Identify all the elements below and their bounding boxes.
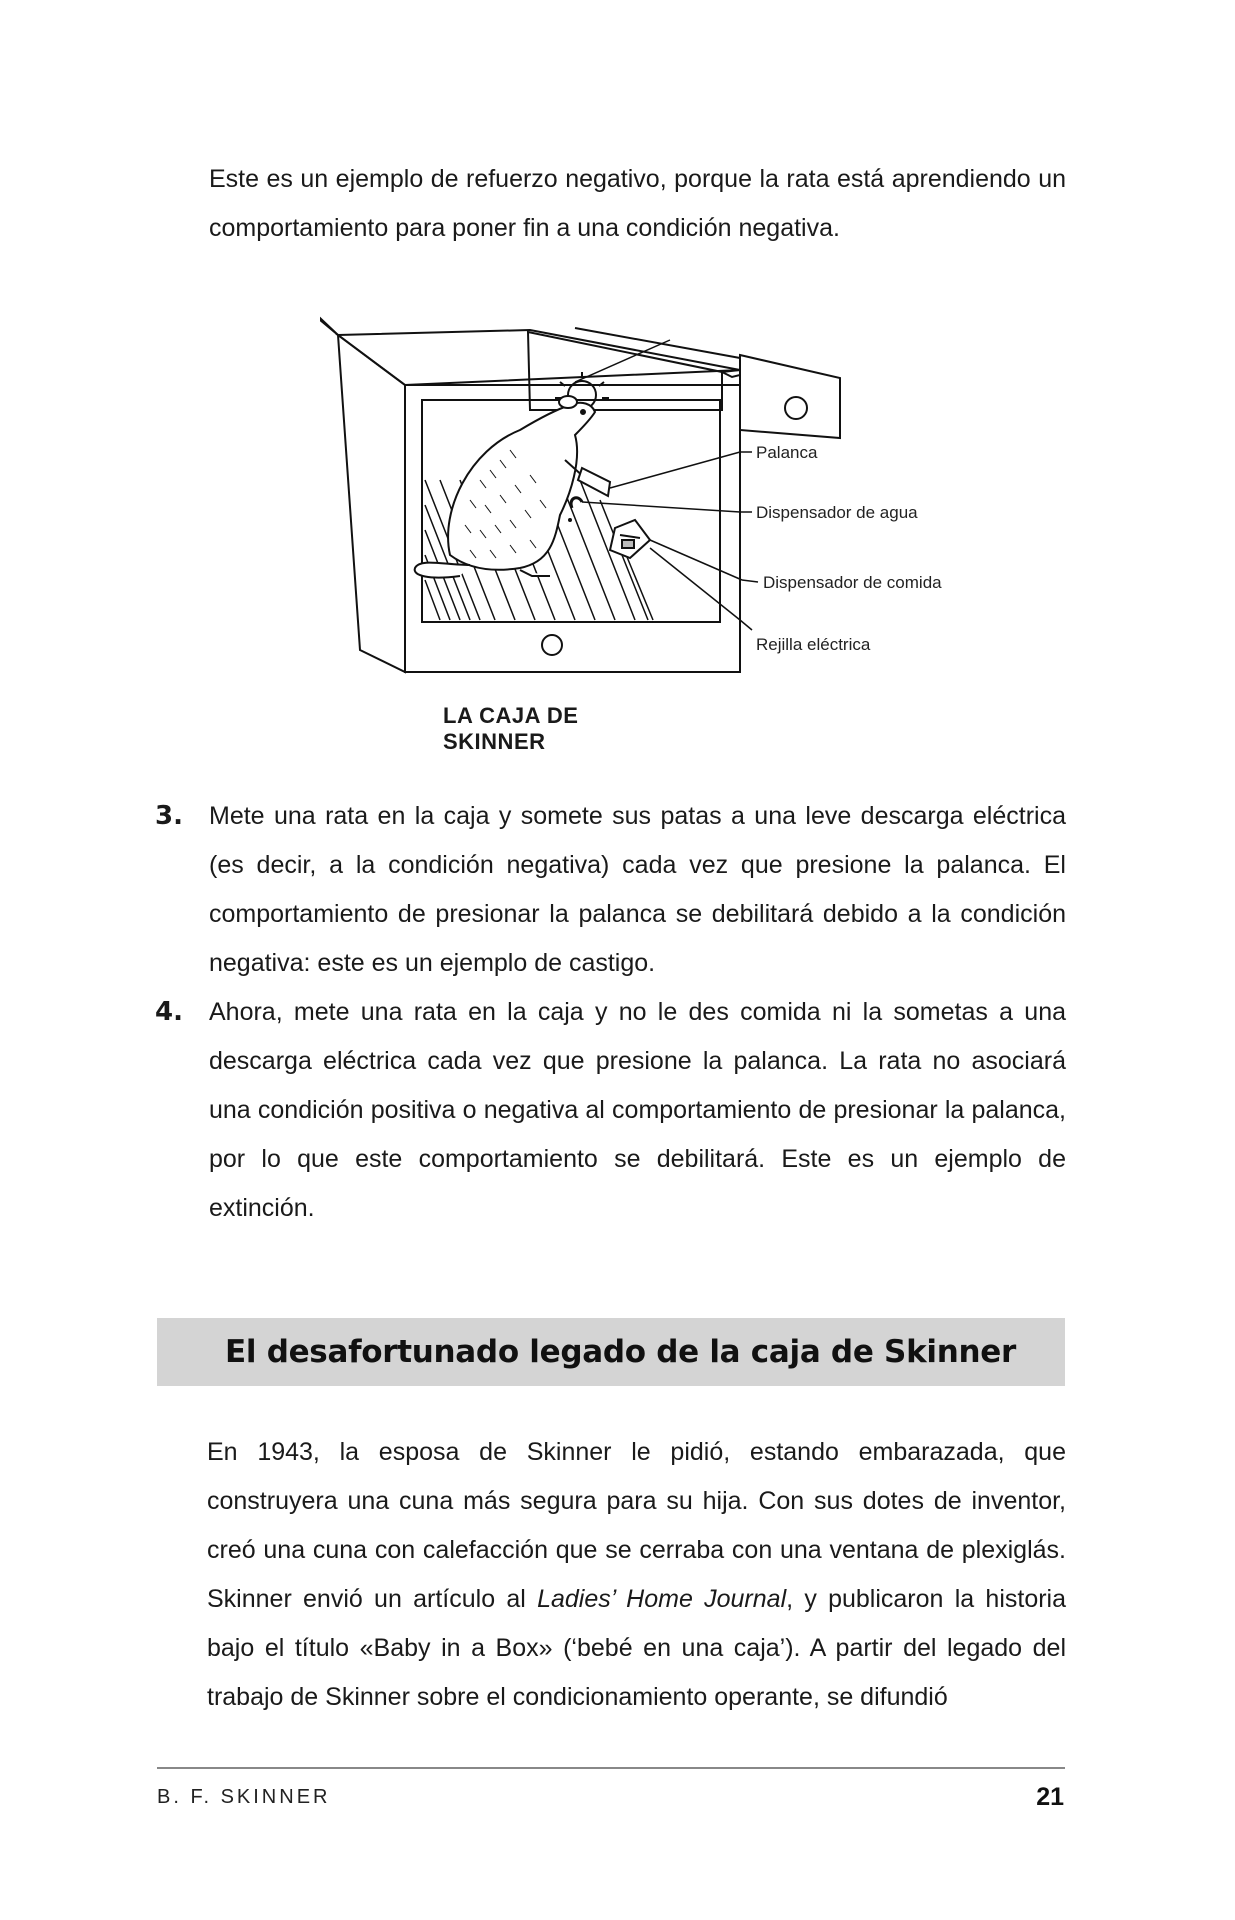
label-lever: Palanca <box>756 443 818 462</box>
body-text-part1: En 1943, la esposa de Skinner le pidió, estando embarazada, que construyera una cuna más segura para su hija. Con sus dotes de inventor, creó una cuna con calefacción que se cerraba con una ventana de plexiglás. Skinner envió un artículo al <box>207 1438 1066 1613</box>
body-paragraph <box>207 1428 1066 1722</box>
list-number: 3. <box>155 801 183 831</box>
water-spout <box>571 498 582 508</box>
lever-shape <box>578 468 610 496</box>
intro-paragraph: Este es un ejemplo de refuerzo negativo, porque la rata está aprendiendo un comportamiento para poner fin a una condición negativa. <box>209 165 1066 242</box>
list-text: Mete una rata en la caja y somete sus patas a una leve descarga eléctrica (es decir, a la condición negativa) cada vez que presione la palanca. El comportamiento de presionar la palanca se debilitará debido a la condición negativa: este es un ejemplo de castigo. <box>209 802 1066 977</box>
label-food-dispenser: Dispensador de comida <box>763 573 942 592</box>
footer-divider <box>157 1767 1065 1769</box>
journal-title: Ladies’ Home Journal <box>537 1585 787 1613</box>
box-drawing <box>320 318 840 672</box>
section-title: El desafortunado legado de la caja de Skinner <box>225 1334 1016 1370</box>
running-footer-author: B. F. SKINNER <box>157 1786 331 1808</box>
food-dispenser <box>610 520 650 558</box>
label-water-dispenser: Dispensador de agua <box>756 503 918 522</box>
page-number: 21 <box>1036 1783 1064 1811</box>
list-item <box>155 792 1066 988</box>
label-electric-grid: Rejilla eléctrica <box>756 635 871 654</box>
list-number: 4. <box>155 997 183 1027</box>
body-text-part2: , y publicaron la historia bajo el título «Baby in a Box» (‘bebé en una caja’). A partir del legado del trabajo de Skinner sobre el condicionamiento operante, se difundió <box>207 1585 1067 1711</box>
list-item <box>155 988 1066 1233</box>
figure-caption: LA CAJA DE SKINNER <box>443 703 579 754</box>
section-heading-bar <box>157 1318 1065 1386</box>
skinner-box-illustration <box>320 300 1000 720</box>
list-text: Ahora, mete una rata en la caja y no le des comida ni la sometas a una descarga eléctrica cada vez que presione la palanca. La rata no asociará una condición positiva o negativa al comportamiento de presionar la palanca, por lo que este comportamiento se debilitará. Este es un ejemplo de extinción. <box>209 998 1066 1222</box>
